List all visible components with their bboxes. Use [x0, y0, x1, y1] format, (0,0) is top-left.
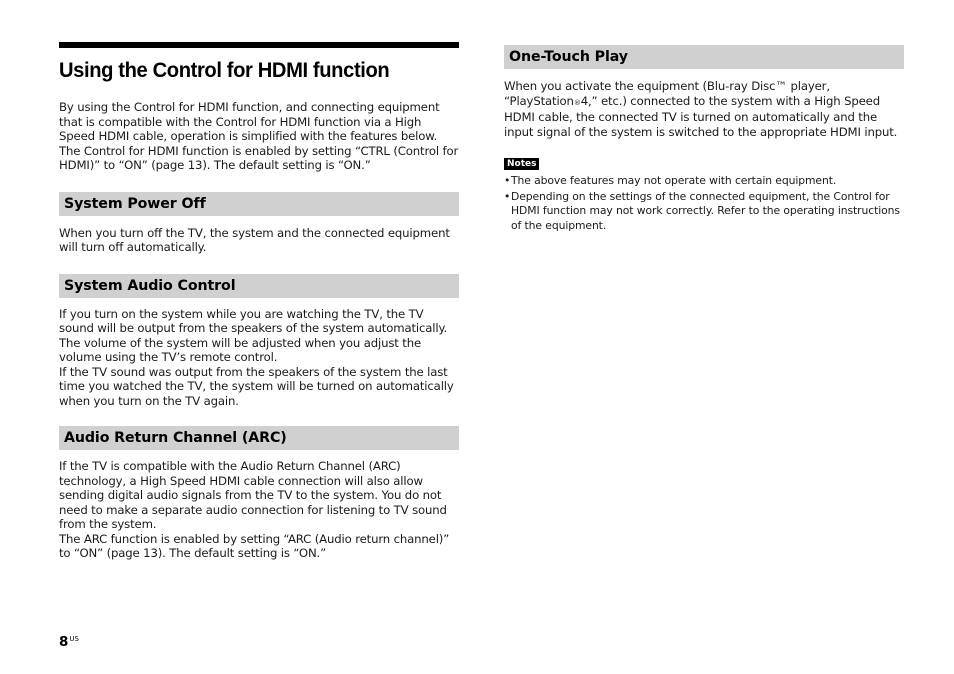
section-header-system-audio-control	[59, 274, 459, 298]
note-text: The above features may not operate with certain equipment.	[511, 174, 837, 187]
bullet-icon: •	[504, 189, 511, 203]
left-column	[59, 42, 459, 561]
page-title: Using the Control for HDMI function	[59, 59, 390, 82]
one-touch-play-text-start: When you activate the equipment (Blu-ray Disc™ player, “PlayStation	[504, 79, 830, 108]
section-heading: Audio Return Channel (ARC)	[64, 430, 287, 446]
notes-label: Notes	[504, 158, 539, 170]
arc-paragraph-1: If the TV is compatible with the Audio Return Channel (ARC) technology, a High Speed HDMI cable connection will also allow sending digital audio signals from the TV to the system. You do not need to make a separate audio connection for listening to TV sound from the system.	[59, 459, 447, 531]
section-heading: System Audio Control	[64, 277, 236, 294]
arc-paragraph-2: The ARC function is enabled by setting “ARC (Audio return channel)” to “ON” (page 13). The default setting is “ON.”	[59, 531, 450, 560]
section-header-audio-return-channel	[59, 426, 459, 450]
section-heading: One-Touch Play	[509, 49, 628, 65]
title-rule	[59, 42, 459, 48]
registered-mark: ®	[573, 98, 581, 107]
bullet-icon: •	[504, 174, 511, 187]
section-header-one-touch-play	[504, 45, 904, 69]
system-audio-control-paragraph-2: If the TV sound was output from the speakers of the system the last time you watched the TV, the system will be turned on automatically when you turn on the TV again.	[59, 364, 454, 408]
right-column	[504, 45, 904, 233]
notes-block	[504, 151, 904, 233]
intro-paragraph: By using the Control for HDMI function, and connecting equipment that is compatible with the Control for HDMI function via a High Speed HDMI cable, operation is simplified with the features below. The Control for HDMI function is enabled by setting “CTRL (Control for HDMI)” to “ON” (page 13). The default setting is “ON.”	[59, 100, 459, 172]
region-code: US	[69, 635, 79, 643]
one-touch-play-paragraph	[504, 79, 904, 139]
page-number	[59, 634, 79, 650]
system-power-off-paragraph: When you turn off the TV, the system and the connected equipment will turn off automatically.	[59, 225, 450, 254]
one-touch-play-text-end: 4,” etc.) connected to the system with a High Speed HDMI cable, the connected TV is turned on automatically and the input signal of the system is switched to the appropriate HDMI input.	[504, 93, 898, 139]
note-text: Depending on the settings of the connected equipment, the Control for HDMI function may not work correctly. Refer to the operating instructions of the equipment.	[511, 189, 900, 232]
section-heading: System Power Off	[64, 195, 206, 212]
page-number-value: 8	[59, 634, 69, 650]
section-header-system-power-off	[59, 192, 459, 216]
system-audio-control-paragraph-1: If you turn on the system while you are watching the TV, the TV sound will be output from the speakers of the system automatically. The volume of the system will be adjusted when you adjust the volume using the TV’s remote control.	[59, 306, 448, 364]
note-item	[504, 190, 904, 234]
note-item	[504, 174, 904, 189]
